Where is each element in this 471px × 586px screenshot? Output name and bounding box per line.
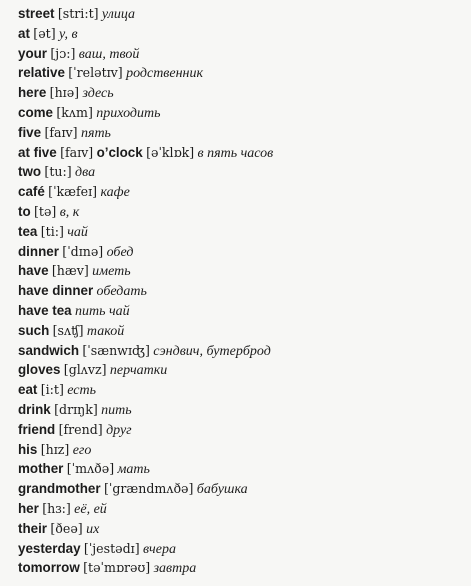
transcription: [drɪŋk] [54,401,98,417]
vocabulary-entry [18,499,463,519]
russian-translation: чай [67,224,88,240]
vocabulary-entry [18,103,463,123]
russian-translation: здесь [82,86,114,102]
english-word: two [18,164,42,180]
transcription: [ðeə] [50,520,83,536]
english-word: café [18,184,45,200]
vocabulary-entry [18,63,463,83]
vocabulary-entry [18,479,463,499]
russian-translation: иметь [92,264,131,280]
english-word: his [18,441,38,457]
vocabulary-entry [18,222,463,242]
transcription: [glʌvz] [63,362,107,378]
english-word: have tea [18,302,72,318]
vocabulary-entry [18,143,463,163]
transcription: [frend] [58,421,103,437]
russian-translation: в пять часов [197,145,274,161]
vocabulary-entry [18,420,463,440]
russian-translation: их [86,521,100,537]
vocabulary-entry [18,4,463,24]
transcription: [ˈmʌðə] [66,461,115,477]
russian-translation: завтра [153,561,197,577]
vocabulary-list [18,4,463,578]
russian-translation: обед [106,244,134,260]
english-word: relative [18,65,65,81]
russian-translation: два [75,165,96,181]
english-word: drink [18,401,51,417]
english-word: tomorrow [18,560,80,576]
english-word: grandmother [18,481,101,497]
vocabulary-entry [18,123,463,143]
russian-translation: ваш, твой [78,46,140,62]
vocabulary-entry [18,162,463,182]
transcription: [tə] [34,203,57,219]
english-word: to [18,203,31,219]
russian-translation: в, к [59,204,80,220]
transcription: [sʌʧ] [52,322,84,338]
english-word: their [18,520,48,536]
vocabulary-entry [18,301,463,321]
transcription: [tu:] [44,164,72,180]
english-word: at [18,25,30,41]
transcription: [təˈmɒrəʊ] [83,560,151,576]
russian-translation: пять [80,125,111,141]
vocabulary-entry [18,261,463,281]
vocabulary-entry [18,440,463,460]
english-word: sandwich [18,342,80,358]
transcription: [ˈgrændmʌðə] [103,481,194,497]
english-word: mother [18,461,64,477]
english-word: your [18,45,48,61]
russian-translation: пить [101,402,132,418]
vocabulary-entry [18,24,463,44]
english-word: friend [18,421,56,437]
russian-translation: обедать [96,284,147,300]
transcription: [stri:t] [57,6,99,21]
transcription: [ti:] [40,223,64,239]
transcription: [ˈsænwɪʤ] [82,342,150,358]
vocabulary-entry [18,321,463,341]
transcription: [faɪv] [60,144,94,160]
english-word: eat [18,382,38,398]
vocabulary-entry [18,44,463,64]
transcription: [ˈrelətɪv] [68,65,123,81]
english-word: have dinner [18,283,94,299]
russian-translation: родственник [126,66,204,82]
vocabulary-entry [18,539,463,559]
russian-translation: друг [106,422,132,438]
english-word: at five [18,144,57,160]
russian-translation: есть [67,383,96,399]
transcription: [i:t] [40,382,64,398]
russian-translation: мать [117,462,150,478]
russian-translation: бабушка [196,482,248,498]
vocabulary-entry [18,83,463,103]
vocabulary-entry [18,281,463,301]
transcription: [hɜ:] [42,500,71,516]
russian-translation: кафе [100,185,130,201]
russian-translation: такой [86,323,125,339]
english-word: o’clock [96,144,143,160]
english-word: her [18,500,39,516]
transcription: [ˈdɪnə] [62,243,104,259]
vocabulary-entry [18,519,463,539]
english-word: gloves [18,362,61,378]
vocabulary-entry [18,459,463,479]
russian-translation: улица [101,7,136,22]
vocabulary-entry [18,242,463,262]
vocabulary-entry [18,400,463,420]
english-word: dinner [18,243,59,259]
transcription: [jɔ:] [50,45,76,61]
transcription: [kʌm] [56,104,93,120]
vocabulary-entry [18,380,463,400]
transcription: [ət] [33,25,56,41]
english-word: have [18,263,49,279]
russian-translation: приходить [96,105,161,121]
russian-translation: вчера [142,541,176,557]
vocabulary-entry [18,341,463,361]
english-word: such [18,322,50,338]
russian-translation: её, ей [74,501,107,517]
english-word: yesterday [18,540,81,556]
transcription: [ˈkæfeɪ] [48,184,98,200]
transcription: [hɪz] [40,441,70,457]
english-word: tea [18,223,38,239]
transcription: [hæv] [51,263,89,279]
english-word: here [18,85,47,101]
vocabulary-entry [18,182,463,202]
vocabulary-entry [18,558,463,578]
english-word: street [18,6,55,21]
russian-translation: перчатки [109,363,168,379]
transcription: [ˈjestədɪ] [83,540,140,556]
russian-translation: у, в [58,26,78,42]
vocabulary-entry [18,202,463,222]
english-word: five [18,124,42,140]
russian-translation: сэндвич, бутерброд [153,343,271,359]
english-word: come [18,104,53,120]
transcription: [faɪv] [44,124,78,140]
transcription: [əˈklɒk] [146,144,195,160]
vocabulary-entry [18,360,463,380]
russian-translation: пить чай [74,303,130,319]
russian-translation: его [72,442,92,458]
transcription: [hɪə] [49,85,80,101]
